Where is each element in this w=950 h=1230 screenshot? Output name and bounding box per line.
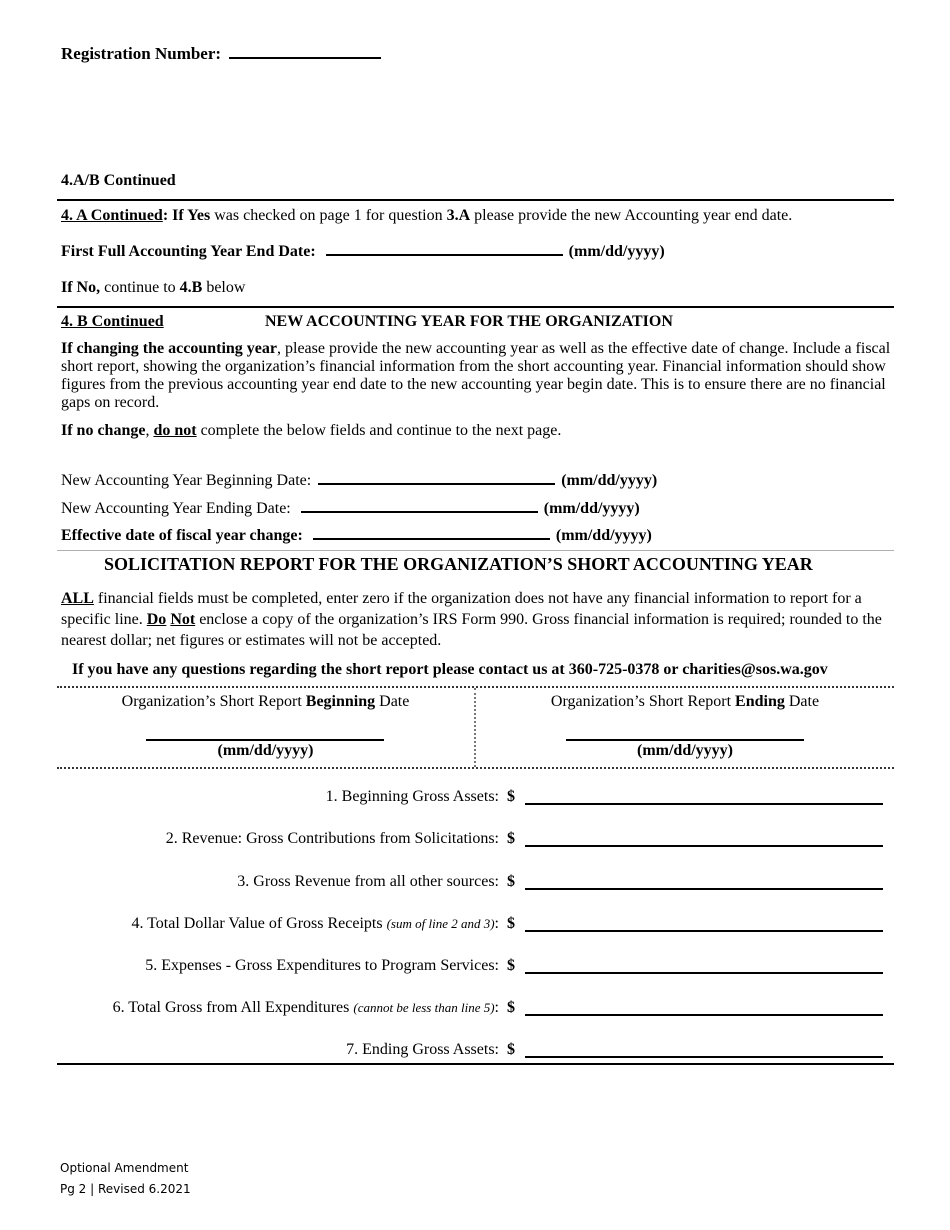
dollar-sign: $: [507, 999, 515, 1016]
first-full-year-label: First Full Accounting Year End Date:: [61, 243, 316, 260]
if-no-text: If No,: [61, 279, 101, 296]
all-text: ALL: [61, 590, 94, 607]
below-text: below: [202, 279, 246, 296]
dollar-sign: $: [507, 1041, 515, 1058]
section-4a-title: 4. A Continued: [61, 207, 163, 224]
amount-field[interactable]: [525, 845, 883, 847]
new-end-field[interactable]: [301, 511, 538, 513]
financial-row-label: [237, 873, 499, 891]
no-change-bold: If no change: [61, 422, 146, 439]
new-end-label: New Accounting Year Ending Date:: [61, 500, 291, 517]
financial-row-label: [326, 788, 499, 806]
effective-date-label: Effective date of fiscal year change:: [61, 527, 303, 544]
begin-date-format: (mm/dd/yyyy): [217, 742, 314, 759]
date-format-hint: (mm/dd/yyyy): [555, 527, 652, 544]
section-4b-heading: NEW ACCOUNTING YEAR FOR THE ORGANIZATION: [265, 313, 673, 330]
row-note: (cannot be less than line 5): [353, 1000, 495, 1015]
solicitation-heading: SOLICITATION REPORT FOR THE ORGANIZATION’S SHORT ACCOUNTING YEAR: [104, 554, 813, 574]
end-post: Date: [784, 693, 820, 710]
financial-row: [57, 1041, 894, 1063]
financial-row: [57, 999, 894, 1021]
begin-pre: Organization’s Short Report: [121, 693, 306, 710]
if-no-row: [61, 279, 245, 297]
financial-row-label: [166, 830, 499, 848]
para-text: , please provide the new accounting year as well as the effective date of change. Include a fiscal short report, showing the organization’s financial information from the short accounting year. Financial information should show figures from the previous accounting year end date to the new accounting year begin date. This is to ensure there are no financial gaps on record.: [61, 340, 891, 411]
footer-page: Pg 2 | Revised 6.2021: [60, 1182, 191, 1196]
intro-text: was checked on page 1 for question: [210, 207, 447, 224]
section-label: 4.A/B Continued: [61, 172, 176, 189]
dollar-sign: $: [507, 788, 515, 805]
financial-row: [57, 915, 894, 937]
intro-text-2: please provide the new Accounting year end date.: [470, 207, 793, 224]
amount-field[interactable]: [525, 972, 883, 974]
financial-row: [57, 788, 894, 810]
dollar-sign: $: [507, 873, 515, 890]
divider: [57, 199, 894, 201]
dotted-divider: [57, 767, 894, 769]
solicitation-paragraph: [61, 588, 891, 651]
colon: :: [162, 207, 169, 224]
solicitation-text: financial fields must be completed, enter zero if the organization does not have any financial information to report for a specific line.: [61, 590, 862, 628]
short-report-begin-label: [57, 693, 474, 711]
row-note: (sum of line 2 and 3): [386, 916, 495, 931]
end-date-format: (mm/dd/yyyy): [637, 742, 733, 759]
financial-row: [57, 873, 894, 895]
do-text: Do: [146, 611, 167, 628]
section-4b-title: 4. B Continued: [61, 313, 164, 330]
solicitation-text-2: enclose a copy of the organization’s IRS Form 990. Gross financial information is required; rounded to the nearest dollar; net figures or estimates will not be accepted.: [61, 611, 882, 649]
comma: ,: [145, 422, 154, 439]
amount-field[interactable]: [525, 1014, 883, 1016]
end-bold: Ending: [735, 693, 785, 710]
begin-post: Date: [375, 693, 410, 710]
short-report-end-label: [476, 693, 894, 711]
not-text: Not: [170, 611, 196, 628]
new-begin-field[interactable]: [318, 483, 555, 485]
divider: [57, 550, 894, 551]
effective-date-row: [61, 527, 652, 545]
date-format-hint: (mm/dd/yyyy): [543, 500, 640, 517]
financial-row-label: [145, 957, 499, 975]
amount-field[interactable]: [525, 1056, 883, 1058]
registration-label-text: Registration Number:: [61, 44, 222, 63]
row-label-text: 2. Revenue: Gross Contributions from Solicitations:: [165, 830, 499, 847]
dollar-sign: $: [507, 830, 515, 847]
divider: [57, 306, 894, 308]
end-pre: Organization’s Short Report: [550, 693, 736, 710]
first-full-year-row: [61, 243, 665, 261]
section-4a-intro: [61, 207, 792, 225]
question-ref: 3.A: [446, 207, 471, 224]
dollar-sign: $: [507, 957, 515, 974]
contact-line: If you have any questions regarding the short report please contact us at 360-725-0378 or charities@sos.wa.gov: [72, 661, 828, 678]
row-label-text: 1. Beginning Gross Assets:: [325, 788, 499, 805]
row-suffix: :: [494, 999, 499, 1016]
begin-bold: Beginning: [305, 693, 376, 710]
row-label-text: 7. Ending Gross Assets:: [346, 1041, 499, 1058]
new-end-row: [61, 500, 640, 518]
row-suffix: :: [494, 915, 499, 932]
financial-row-label: [113, 999, 499, 1017]
financial-row: [57, 830, 894, 852]
effective-date-field[interactable]: [313, 538, 550, 540]
continue-text: continue to: [100, 279, 180, 296]
date-format-hint: (mm/dd/yyyy): [561, 472, 658, 489]
registration-number-label: [61, 44, 381, 64]
new-begin-label: New Accounting Year Beginning Date:: [61, 472, 312, 489]
amount-field[interactable]: [525, 888, 883, 890]
new-begin-row: [61, 472, 657, 490]
footer-title: Optional Amendment: [60, 1161, 189, 1175]
amount-field[interactable]: [525, 930, 883, 932]
do-not-text: do not: [153, 422, 197, 439]
amount-field[interactable]: [525, 803, 883, 805]
row-label-text: 6. Total Gross from All Expenditures: [112, 999, 354, 1016]
financial-row-label: [346, 1041, 499, 1059]
date-format-hint: (mm/dd/yyyy): [568, 243, 665, 260]
row-label-text: 4. Total Dollar Value of Gross Receipts: [131, 915, 387, 932]
no-change-text: complete the below fields and continue to the next page.: [196, 422, 562, 439]
row-label-text: 3. Gross Revenue from all other sources:: [237, 873, 499, 890]
short-report-end-field[interactable]: [566, 739, 804, 741]
financial-row-label: [131, 915, 499, 933]
if-yes-text: If Yes: [172, 207, 211, 224]
bottom-rule: [57, 1063, 894, 1065]
no-change-row: [61, 422, 561, 440]
row-label-text: 5. Expenses - Gross Expenditures to Program Services:: [145, 957, 499, 974]
first-full-year-field[interactable]: [326, 254, 563, 256]
ref-4b: 4.B: [179, 279, 203, 296]
registration-number-field[interactable]: [229, 57, 381, 59]
short-report-begin-field[interactable]: [146, 739, 384, 741]
section-4b-paragraph: [61, 340, 891, 412]
dollar-sign: $: [507, 915, 515, 932]
financial-row: [57, 957, 894, 979]
para-bold: If changing the accounting year: [61, 340, 277, 357]
